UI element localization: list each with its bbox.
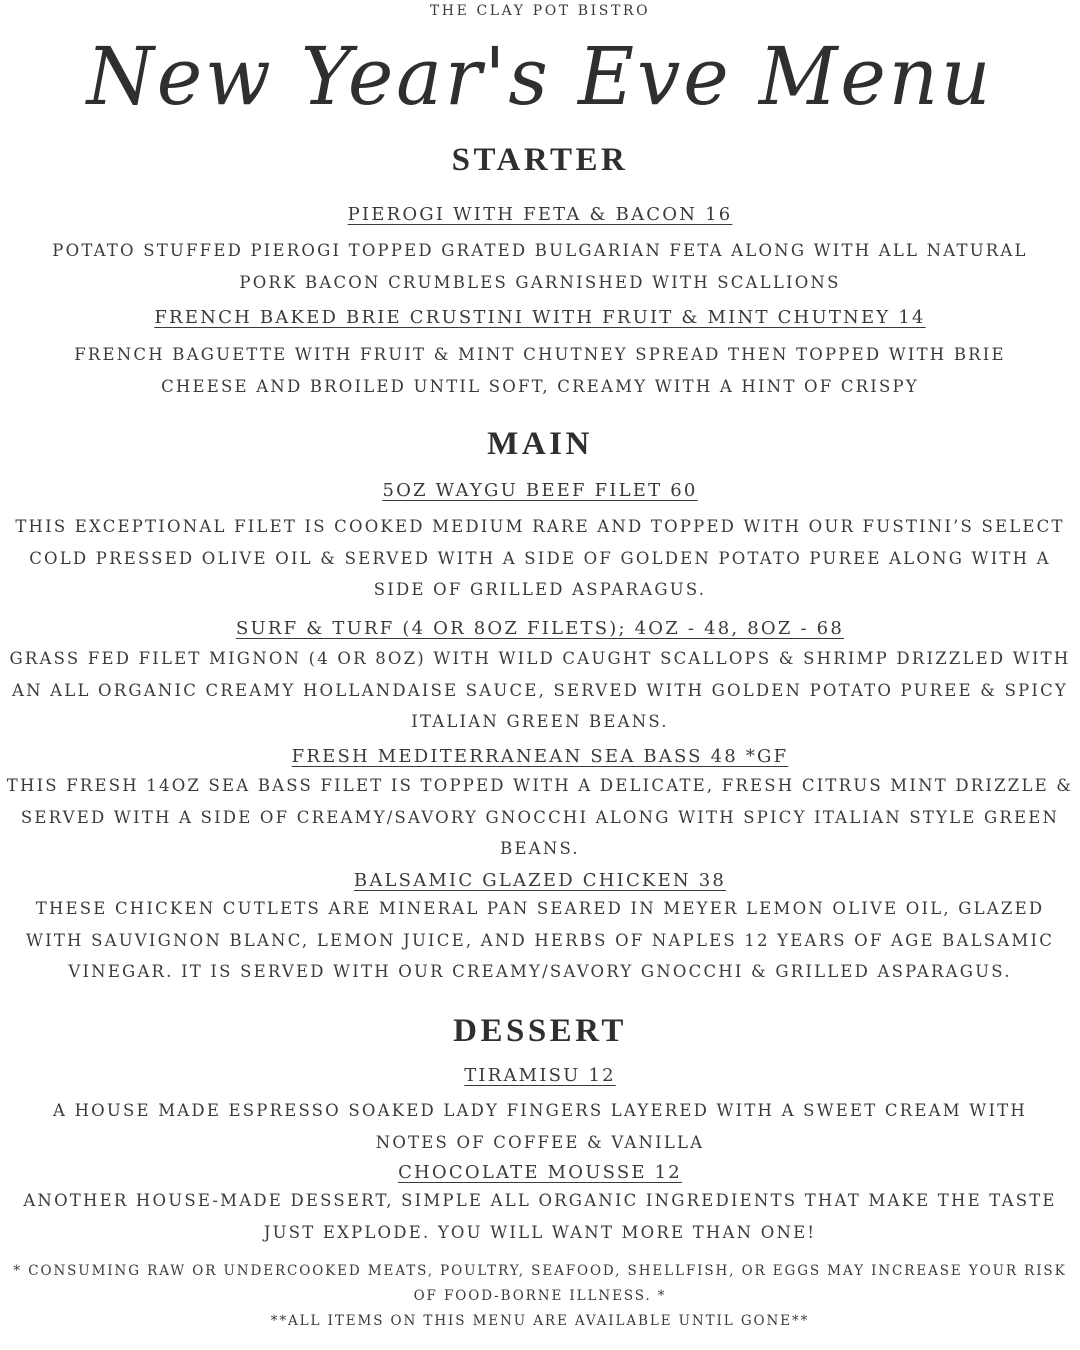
disclaimer-line: OF FOOD-BORNE ILLNESS. * (413, 1288, 667, 1304)
section-heading-dessert: DESSERT (453, 1013, 627, 1049)
menu-item-name: TIRAMISU 12 (464, 1065, 616, 1086)
menu-item-description (0, 511, 1080, 606)
menu-item-description (0, 1185, 1080, 1248)
description-line: VINEGAR. IT IS SERVED WITH OUR CREAMY/SAVORY GNOCCHI & GRILLED ASPARAGUS. (68, 962, 1012, 981)
menu-item-name: BALSAMIC GLAZED CHICKEN 38 (353, 870, 727, 891)
allergy-disclaimer (0, 1259, 1080, 1334)
description-line: FRENCH BAGUETTE WITH FRUIT & MINT CHUTNEY SPREAD THEN TOPPED WITH BRIE (74, 345, 1006, 364)
description-line: PORK BACON CRUMBLES GARNISHED WITH SCALLIONS (239, 272, 841, 292)
menu-item-name: PIEROGI WITH FETA & BACON 16 (347, 204, 733, 225)
section-heading-main: MAIN (487, 426, 593, 462)
description-line: POTATO STUFFED PIEROGI TOPPED GRATED BULGARIAN FETA ALONG WITH ALL NATURAL (52, 241, 1028, 260)
description-line: ITALIAN GREEN BEANS. (411, 712, 669, 731)
description-line: JUST EXPLODE. YOU WILL WANT MORE THAN ONE! (263, 1222, 817, 1242)
description-line: CHEESE AND BROILED UNTIL SOFT, CREAMY WITH A HINT OF CRISPY (161, 376, 919, 396)
menu-item-description (0, 235, 1080, 298)
description-line: AN ALL ORGANIC CREAMY HOLLANDAISE SAUCE, SERVED WITH GOLDEN POTATO PUREE & SPICY (11, 680, 1069, 700)
description-line: THIS EXCEPTIONAL FILET IS COOKED MEDIUM RARE AND TOPPED WITH OUR FUSTINI’S SELECT (15, 517, 1065, 536)
menu-item-description (0, 1095, 1080, 1158)
description-line: ANOTHER HOUSE-MADE DESSERT, SIMPLE ALL ORGANIC INGREDIENTS THAT MAKE THE TASTE (23, 1191, 1057, 1210)
menu-title: New Year's Eve Menu (86, 30, 994, 123)
description-line: THESE CHICKEN CUTLETS ARE MINERAL PAN SEARED IN MEYER LEMON OLIVE OIL, GLAZED (35, 899, 1045, 918)
availability-note: **ALL ITEMS ON THIS MENU ARE AVAILABLE UNTIL GONE** (270, 1313, 810, 1329)
description-line: COLD PRESSED OLIVE OIL & SERVED WITH A SIDE OF GOLDEN POTATO PUREE ALONG WITH A (29, 548, 1051, 568)
menu-item-name: FRENCH BAKED BRIE CRUSTINI WITH FRUIT & MINT CHUTNEY 14 (154, 307, 926, 328)
menu-item-description (0, 770, 1080, 865)
section-heading-starter: STARTER (451, 142, 629, 178)
menu-item-name: CHOCOLATE MOUSSE 12 (398, 1162, 682, 1183)
menu-item-description (0, 339, 1080, 402)
description-line: WITH SAUVIGNON BLANC, LEMON JUICE, AND HERBS OF NAPLES 12 YEARS OF AGE BALSAMIC (25, 930, 1055, 950)
description-line: NOTES OF COFFEE & VANILLA (375, 1132, 705, 1152)
description-line: SERVED WITH A SIDE OF CREAMY/SAVORY GNOCCHI ALONG WITH SPICY ITALIAN STYLE GREEN (20, 807, 1060, 827)
menu-item-description (0, 643, 1080, 738)
menu-item-name: SURF & TURF (4 OR 8OZ FILETS); 4OZ - 48, 8OZ - 68 (236, 618, 844, 639)
restaurant-name: THE CLAY POT BISTRO (429, 3, 651, 19)
description-line: GRASS FED FILET MIGNON (4 OR 8OZ) WITH WILD CAUGHT SCALLOPS & SHRIMP DRIZZLED WITH (9, 649, 1071, 668)
description-line: THIS FRESH 14OZ SEA BASS FILET IS TOPPED WITH A DELICATE, FRESH CITRUS MINT DRIZZLE & (6, 776, 1074, 795)
disclaimer-line: * CONSUMING RAW OR UNDERCOOKED MEATS, POULTRY, SEAFOOD, SHELLFISH, OR EGGS MAY INCREASE YOUR RISK (13, 1263, 1067, 1279)
menu-item-name: 5OZ WAYGU BEEF FILET 60 (382, 480, 698, 501)
description-line: BEANS. (500, 839, 580, 858)
menu-item-name: FRESH MEDITERRANEAN SEA BASS 48 *GF (291, 746, 789, 767)
menu-item-description (0, 893, 1080, 988)
description-line: SIDE OF GRILLED ASPARAGUS. (373, 580, 707, 599)
description-line: A HOUSE MADE ESPRESSO SOAKED LADY FINGERS LAYERED WITH A SWEET CREAM WITH (53, 1101, 1027, 1120)
